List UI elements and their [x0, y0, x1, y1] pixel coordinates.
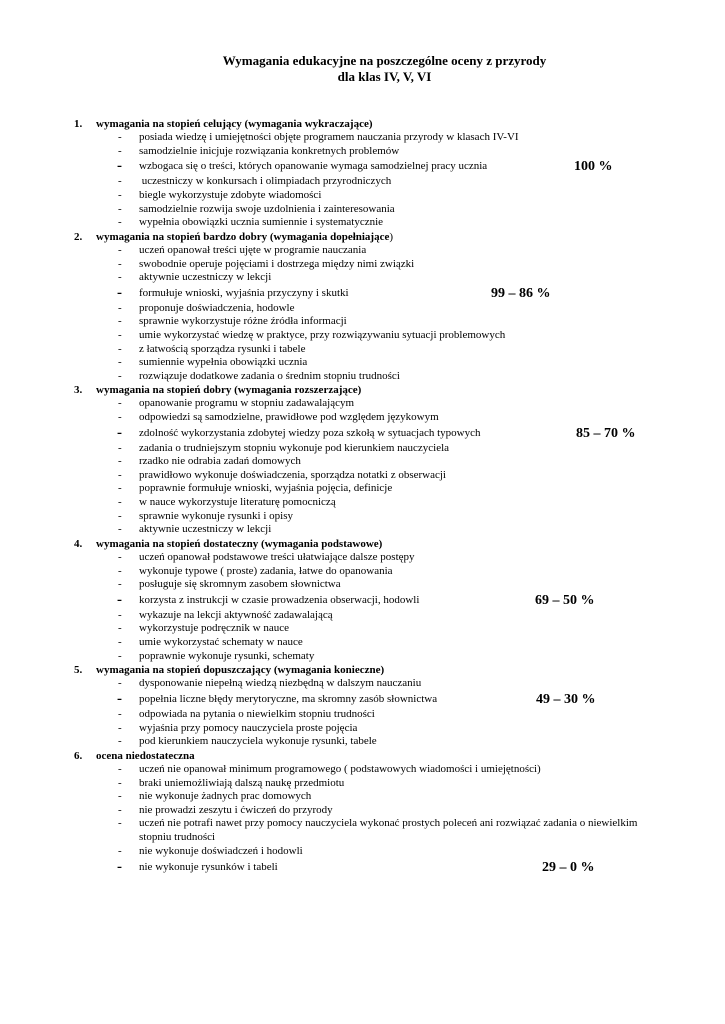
section-heading-3 [0, 383, 725, 397]
grade-percent: 49 – 30 % [536, 691, 596, 707]
requirements-list [0, 117, 725, 876]
section-number: 4. [74, 537, 83, 550]
section-title: wymagania na stopień dopuszczający (wymagania konieczne) [96, 664, 385, 677]
section-number: 5. [74, 664, 83, 677]
section-heading-1 [0, 117, 725, 131]
list-item: - aktywnie uczestniczy w lekcji [118, 271, 272, 284]
section-number: 1. [74, 118, 83, 130]
section-heading-6 [0, 749, 725, 763]
section-number: 6. [74, 749, 83, 762]
grade-percent: 69 – 50 % [535, 592, 595, 608]
list-item: - zdolność wykorzystania zdobytej wiedzy poza szkołą w sytuacjach typowych 85 – 70 % [117, 424, 636, 441]
list-item: - zadania o trudniejszym stopniu wykonuje pod kierunkiem nauczyciela [118, 441, 450, 454]
list-item: - wykorzystuje podręcznik w nauce [118, 622, 289, 635]
list-item: - sprawnie wykorzystuje różne źródła informacji [118, 315, 347, 328]
list-item: - odpowiedzi są samodzielne, prawidłowe pod względem językowym [118, 411, 439, 424]
list-item: - pod kierunkiem nauczyciela wykonuje rysunki, tabele [118, 735, 377, 748]
list-item: - sumiennie wypełnia obowiązki ucznia [118, 356, 308, 369]
section-title: wymagania na stopień bardzo dobry (wymagania dopełniające) [96, 230, 394, 243]
list-item: - uczeń nie potrafi nawet przy pomocy nauczyciela wykonać prostych poleceń ani rozwiązać zadania o niewielkim stopniu trudności [118, 817, 638, 843]
list-item: - z łatwością sporządza rysunki i tabele [118, 342, 306, 355]
list-item: - uczeń opanował podstawowe treści ułatwiające dalsze postępy [118, 551, 415, 563]
list-item: - uczeń opanował treści ujęte w programie nauczania [118, 243, 367, 256]
document-subtitle: dla klas IV, V, VI [337, 69, 432, 84]
list-item: - sprawnie wykonuje rysunki i opisy [118, 509, 293, 522]
list-item: - w nauce wykorzystuje literaturę pomocniczą [118, 496, 336, 509]
section-title: wymagania na stopień celujący (wymagania wykraczające) [96, 118, 373, 130]
list-item: - biegle wykorzystuje zdobyte wiadomości [118, 188, 322, 201]
list-item: - braki uniemożliwiają dalszą naukę przedmiotu [118, 776, 345, 789]
list-item: - proponuje doświadczenia, hodowle [118, 301, 295, 314]
section-heading-2 [0, 230, 725, 244]
grade-percent: 29 – 0 % [542, 859, 595, 875]
list-item: - popełnia liczne błędy merytoryczne, ma skromny zasób słownictwa 49 – 30 % [117, 690, 596, 707]
list-item: - korzysta z instrukcji w czasie prowadzenia obserwacji, hodowli 69 – 50 % [117, 591, 595, 608]
section-heading-4 [0, 537, 725, 551]
list-item: - uczestniczy w konkursach i olimpiadach przyrodniczych [118, 175, 392, 188]
list-item: - nie wykonuje żadnych prac domowych [118, 790, 312, 803]
list-item: - umie wykorzystać wiedzę w praktyce, przy rozwiązywaniu sytuacji problemowych [118, 328, 506, 341]
list-item: - umie wykorzystać schematy w nauce [118, 635, 303, 648]
list-item: - samodzielnie inicjuje rozwiązania konkretnych problemów [118, 144, 400, 157]
section-title: ocena niedostateczna [96, 749, 195, 762]
list-item: - dysponowanie niepełną wiedzą niezbędną w dalszym nauczaniu [118, 677, 422, 690]
section-title: wymagania na stopień dostateczny (wymagania podstawowe) [96, 537, 383, 550]
list-item: - wypełnia obowiązki ucznia sumiennie i systematycznie [118, 216, 384, 229]
list-item: - odpowiada na pytania o niewielkim stopniu trudności [118, 707, 375, 720]
list-item: - poprawnie formułuje wnioski, wyjaśnia pojęcia, definicje [118, 482, 393, 495]
grade-percent: 85 – 70 % [576, 425, 636, 441]
list-item: - aktywnie uczestniczy w lekcji [118, 523, 272, 536]
section-number: 2. [74, 230, 83, 243]
section-title: wymagania na stopień dobry (wymagania rozszerzające) [96, 384, 362, 397]
list-item: - samodzielnie rozwija swoje uzdolnienia i zainteresowania [118, 202, 395, 215]
list-item: - posługuje się skromnym zasobem słownictwa [118, 578, 341, 591]
list-item: - nie prowadzi zeszytu i ćwiczeń do przyrody [118, 803, 333, 816]
list-item: - swobodnie operuje pojęciami i dostrzega między nimi związki [118, 257, 415, 270]
list-item: - rzadko nie odrabia zadań domowych [118, 455, 301, 468]
list-item: - posiada wiedzę i umiejętności objęte programem nauczania przyrody w klasach IV-VI [118, 131, 519, 144]
list-item: - wykazuje na lekcji aktywność zadawalającą [118, 608, 333, 621]
list-item: - nie wykonuje doświadczeń i hodowli [118, 845, 303, 858]
list-item: - rozwiązuje dodatkowe zadania o średnim stopniu trudności [118, 369, 400, 382]
grade-percent: 100 % [574, 159, 613, 175]
list-item: - nie wykonuje rysunków i tabeli 29 – 0 % [117, 858, 595, 875]
list-item: - wzbogaca się o treści, których opanowanie wymaga samodzielnej pracy ucznia 100 % [117, 158, 613, 175]
list-item: - uczeń nie opanował minimum programowego ( podstawowych wiadomości i umiejętności) [118, 762, 541, 775]
document-title: Wymagania edukacyjne na poszczególne oceny z przyrody [222, 53, 547, 68]
list-item: - prawidłowo wykonuje doświadczenia, sporządza notatki z obserwacji [118, 468, 446, 481]
grade-percent: 99 – 86 % [491, 285, 551, 301]
section-number: 3. [74, 384, 83, 397]
list-item: - formułuje wnioski, wyjaśnia przyczyny i skutki 99 – 86 % [117, 284, 551, 301]
list-item: - wykonuje typowe ( proste) zadania, łatwe do opanowania [118, 564, 393, 577]
section-heading-5 [0, 663, 725, 677]
list-item: - poprawnie wykonuje rysunki, schematy [118, 649, 315, 662]
list-item: - opanowanie programu w stopniu zadawalającym [118, 397, 355, 410]
list-item: - wyjaśnia przy pomocy nauczyciela proste pojęcia [118, 721, 358, 734]
